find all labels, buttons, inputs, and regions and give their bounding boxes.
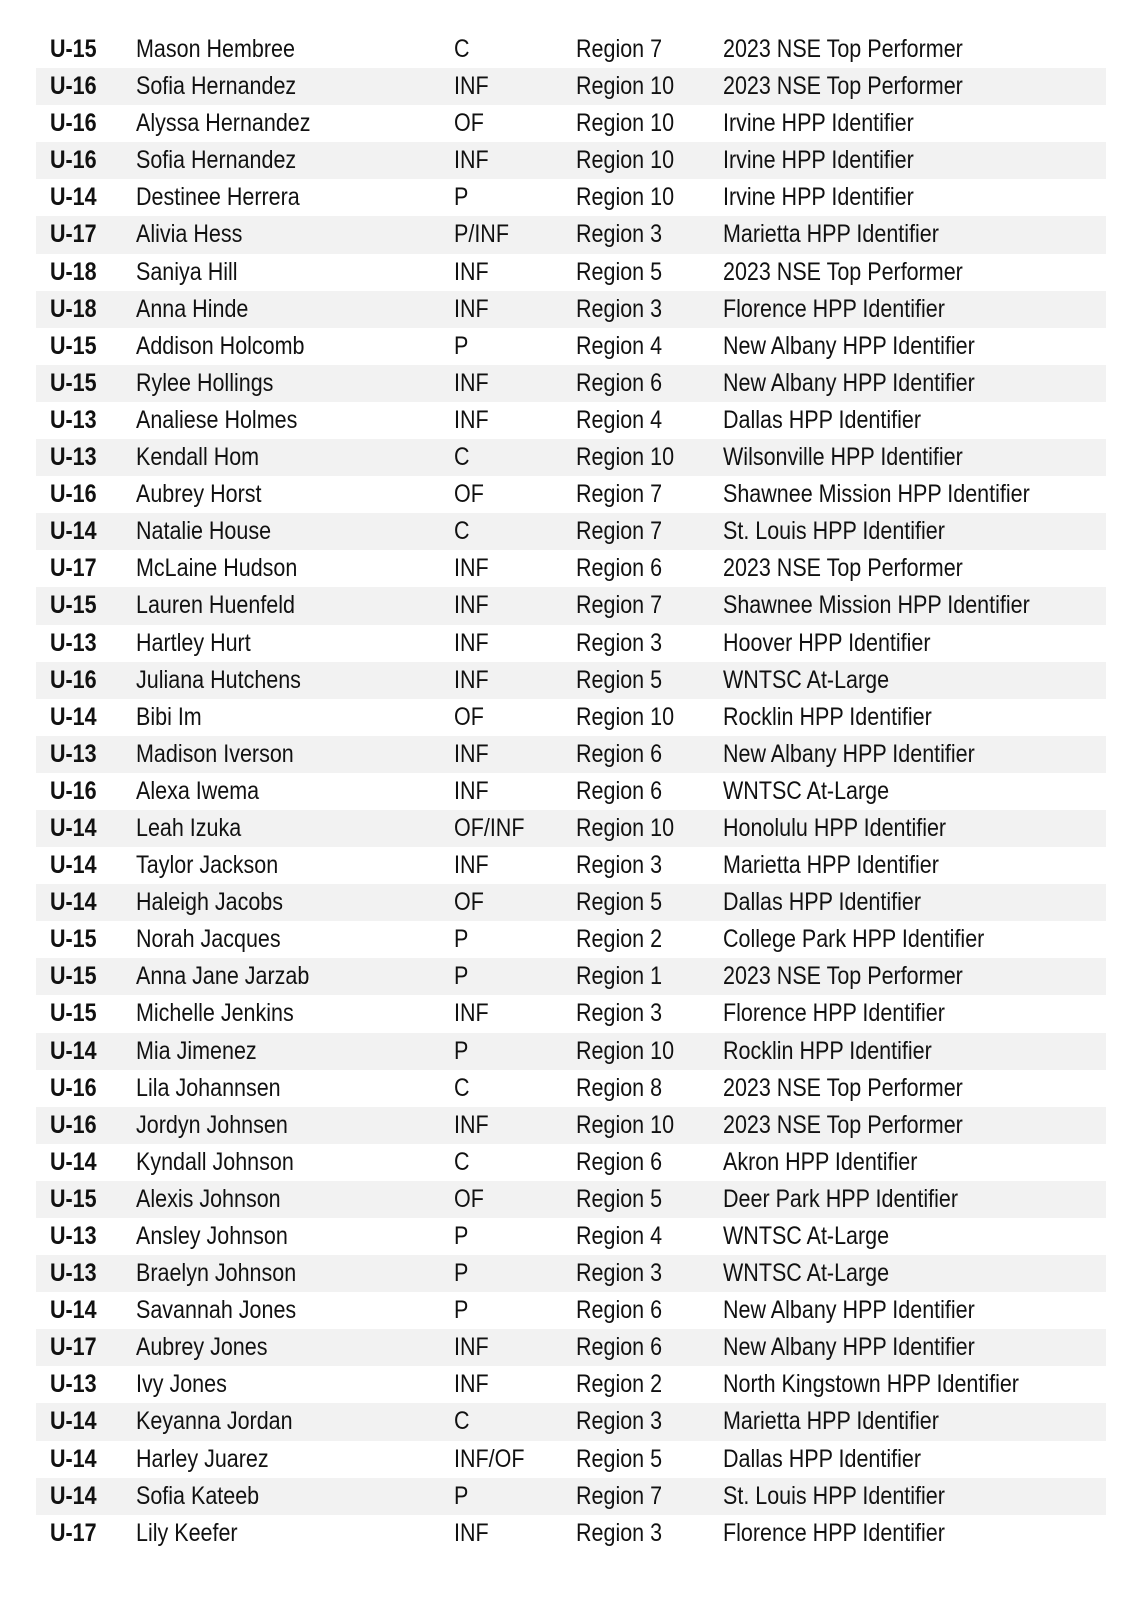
position-cell: OF — [454, 109, 484, 138]
table-row — [36, 328, 1106, 365]
age-cell: U-14 — [50, 851, 97, 880]
player-name-cell: Braelyn Johnson — [136, 1259, 297, 1288]
table-row — [36, 1366, 1106, 1403]
table-row — [36, 402, 1106, 439]
age-cell: U-14 — [50, 702, 97, 731]
region-cell: Region 4 — [576, 1222, 663, 1250]
region-cell: Region 5 — [576, 257, 663, 286]
event-cell: 2023 NSE Top Performer — [723, 35, 963, 63]
age-cell: U-14 — [50, 1296, 97, 1325]
table-row — [36, 1441, 1106, 1478]
player-name-cell: Lily Keefer — [136, 1518, 238, 1547]
position-cell: C — [454, 517, 470, 546]
age-cell: U-16 — [50, 776, 97, 805]
table-row — [36, 142, 1106, 179]
player-name-cell: Hartley Hurt — [136, 628, 251, 657]
age-cell: U-15 — [50, 35, 97, 63]
age-cell: U-16 — [50, 1073, 97, 1102]
region-cell: Region 3 — [576, 851, 663, 880]
player-name-cell: Bibi Im — [136, 702, 202, 731]
player-name-cell: Ansley Johnson — [136, 1222, 288, 1250]
event-cell: Irvine HPP Identifier — [723, 183, 914, 212]
position-cell: P — [454, 1296, 469, 1325]
age-cell: U-14 — [50, 1407, 97, 1436]
event-cell: Rocklin HPP Identifier — [723, 702, 932, 731]
table-row — [36, 476, 1106, 513]
player-name-cell: Ivy Jones — [136, 1370, 227, 1399]
region-cell: Region 8 — [576, 1073, 663, 1102]
position-cell: P/INF — [454, 220, 509, 249]
player-name-cell: Haleigh Jacobs — [136, 888, 284, 917]
event-cell: Marietta HPP Identifier — [723, 1407, 939, 1436]
table-row — [36, 1070, 1106, 1107]
age-cell: U-13 — [50, 443, 97, 472]
region-cell: Region 5 — [576, 888, 663, 917]
position-cell: P — [454, 331, 469, 360]
region-cell: Region 10 — [576, 146, 675, 175]
player-name-cell: Harley Juarez — [136, 1444, 269, 1473]
table-row — [36, 1033, 1106, 1070]
position-cell: C — [454, 1407, 470, 1436]
event-cell: Florence HPP Identifier — [723, 1518, 945, 1547]
event-cell: Irvine HPP Identifier — [723, 109, 914, 138]
position-cell: C — [454, 443, 470, 472]
position-cell: INF — [454, 554, 489, 583]
table-row — [36, 1403, 1106, 1440]
table-row — [36, 1292, 1106, 1329]
position-cell: P — [454, 1481, 469, 1510]
event-cell: North Kingstown HPP Identifier — [723, 1370, 1019, 1399]
age-cell: U-16 — [50, 480, 97, 509]
event-cell: Rocklin HPP Identifier — [723, 1036, 932, 1065]
table-row — [36, 773, 1106, 810]
position-cell: INF — [454, 146, 489, 175]
table-row — [36, 254, 1106, 291]
region-cell: Region 7 — [576, 517, 663, 546]
player-name-cell: Sofia Kateeb — [136, 1481, 260, 1510]
age-cell: U-14 — [50, 1036, 97, 1065]
age-cell: U-13 — [50, 405, 97, 434]
table-row — [36, 662, 1106, 699]
player-name-cell: Mason Hembree — [136, 35, 295, 63]
table-row — [36, 105, 1106, 142]
region-cell: Region 6 — [576, 368, 663, 397]
age-cell: U-14 — [50, 888, 97, 917]
age-cell: U-14 — [50, 517, 97, 546]
table-row — [36, 810, 1106, 847]
event-cell: St. Louis HPP Identifier — [723, 1481, 945, 1510]
age-cell: U-15 — [50, 591, 97, 620]
event-cell: WNTSC At-Large — [723, 776, 890, 805]
age-cell: U-14 — [50, 1147, 97, 1176]
region-cell: Region 3 — [576, 1259, 663, 1288]
region-cell: Region 3 — [576, 294, 663, 323]
age-cell: U-16 — [50, 1110, 97, 1139]
player-name-cell: McLaine Hudson — [136, 554, 298, 583]
table-row — [36, 1255, 1106, 1292]
table-row — [36, 1107, 1106, 1144]
position-cell: OF/INF — [454, 813, 525, 842]
position-cell: INF — [454, 257, 489, 286]
position-cell: P — [454, 1036, 469, 1065]
player-name-cell: Analiese Holmes — [136, 405, 298, 434]
position-cell: OF — [454, 480, 484, 509]
event-cell: St. Louis HPP Identifier — [723, 517, 945, 546]
position-cell: INF — [454, 851, 489, 880]
player-name-cell: Savannah Jones — [136, 1296, 297, 1325]
event-cell: Marietta HPP Identifier — [723, 851, 939, 880]
player-name-cell: Alexis Johnson — [136, 1184, 281, 1213]
player-name-cell: Aubrey Jones — [136, 1333, 268, 1362]
event-cell: Dallas HPP Identifier — [723, 888, 921, 917]
position-cell: INF — [454, 776, 489, 805]
region-cell: Region 7 — [576, 35, 663, 63]
region-cell: Region 7 — [576, 1481, 663, 1510]
position-cell: C — [454, 35, 470, 63]
region-cell: Region 10 — [576, 702, 675, 731]
region-cell: Region 3 — [576, 999, 663, 1028]
event-cell: New Albany HPP Identifier — [723, 739, 975, 768]
event-cell: Dallas HPP Identifier — [723, 405, 921, 434]
age-cell: U-16 — [50, 72, 97, 101]
region-cell: Region 4 — [576, 331, 663, 360]
age-cell: U-13 — [50, 628, 97, 657]
player-name-cell: Kendall Hom — [136, 443, 260, 472]
player-name-cell: Lila Johannsen — [136, 1073, 281, 1102]
table-row — [36, 995, 1106, 1032]
table-row — [36, 958, 1106, 995]
table-row — [36, 179, 1106, 216]
event-cell: 2023 NSE Top Performer — [723, 554, 963, 583]
event-cell: Florence HPP Identifier — [723, 999, 945, 1028]
player-name-cell: Sofia Hernandez — [136, 72, 297, 101]
table-row — [36, 1218, 1106, 1255]
player-name-cell: Taylor Jackson — [136, 851, 279, 880]
player-name-cell: Destinee Herrera — [136, 183, 300, 212]
age-cell: U-15 — [50, 962, 97, 991]
player-name-cell: Saniya Hill — [136, 257, 238, 286]
region-cell: Region 5 — [576, 665, 663, 694]
player-name-cell: Aubrey Horst — [136, 480, 262, 509]
event-cell: Hoover HPP Identifier — [723, 628, 931, 657]
region-cell: Region 2 — [576, 1370, 663, 1399]
event-cell: 2023 NSE Top Performer — [723, 1110, 963, 1139]
age-cell: U-15 — [50, 368, 97, 397]
player-name-cell: Jordyn Johnsen — [136, 1110, 288, 1139]
event-cell: Irvine HPP Identifier — [723, 146, 914, 175]
region-cell: Region 6 — [576, 739, 663, 768]
player-name-cell: Alivia Hess — [136, 220, 243, 249]
table-row — [36, 291, 1106, 328]
region-cell: Region 10 — [576, 1036, 675, 1065]
position-cell: INF — [454, 628, 489, 657]
table-row — [36, 1181, 1106, 1218]
player-name-cell: Norah Jacques — [136, 925, 281, 954]
position-cell: INF — [454, 294, 489, 323]
player-name-cell: Mia Jimenez — [136, 1036, 257, 1065]
table-row — [36, 439, 1106, 476]
position-cell: INF — [454, 72, 489, 101]
region-cell: Region 10 — [576, 109, 675, 138]
age-cell: U-18 — [50, 257, 97, 286]
region-cell: Region 6 — [576, 1333, 663, 1362]
region-cell: Region 3 — [576, 628, 663, 657]
position-cell: INF — [454, 591, 489, 620]
position-cell: OF — [454, 702, 484, 731]
region-cell: Region 4 — [576, 405, 663, 434]
position-cell: P — [454, 962, 469, 991]
position-cell: OF — [454, 1184, 484, 1213]
region-cell: Region 6 — [576, 1147, 663, 1176]
table-row — [36, 587, 1106, 624]
table-row — [36, 1329, 1106, 1366]
table-row — [36, 847, 1106, 884]
position-cell: INF — [454, 1370, 489, 1399]
player-name-cell: Madison Iverson — [136, 739, 294, 768]
table-row — [36, 736, 1106, 773]
table-row — [36, 1515, 1106, 1552]
region-cell: Region 6 — [576, 776, 663, 805]
age-cell: U-17 — [50, 1333, 97, 1362]
age-cell: U-16 — [50, 665, 97, 694]
age-cell: U-14 — [50, 1444, 97, 1473]
event-cell: 2023 NSE Top Performer — [723, 1073, 963, 1102]
age-cell: U-13 — [50, 1222, 97, 1250]
player-name-cell: Alexa Iwema — [136, 776, 260, 805]
player-name-cell: Lauren Huenfeld — [136, 591, 295, 620]
player-name-cell: Sofia Hernandez — [136, 146, 297, 175]
table-row — [36, 550, 1106, 587]
player-name-cell: Rylee Hollings — [136, 368, 274, 397]
event-cell: Akron HPP Identifier — [723, 1147, 918, 1176]
event-cell: New Albany HPP Identifier — [723, 368, 975, 397]
position-cell: INF — [454, 999, 489, 1028]
event-cell: Florence HPP Identifier — [723, 294, 945, 323]
position-cell: INF — [454, 739, 489, 768]
age-cell: U-14 — [50, 183, 97, 212]
age-cell: U-18 — [50, 294, 97, 323]
region-cell: Region 6 — [576, 554, 663, 583]
age-cell: U-16 — [50, 109, 97, 138]
age-cell: U-15 — [50, 1184, 97, 1213]
event-cell: Honolulu HPP Identifier — [723, 813, 947, 842]
event-cell: 2023 NSE Top Performer — [723, 962, 963, 991]
event-cell: WNTSC At-Large — [723, 1222, 890, 1250]
roster-table — [36, 31, 1106, 1552]
event-cell: WNTSC At-Large — [723, 665, 890, 694]
age-cell: U-13 — [50, 1370, 97, 1399]
table-row — [36, 513, 1106, 550]
region-cell: Region 10 — [576, 813, 675, 842]
region-cell: Region 1 — [576, 962, 663, 991]
player-name-cell: Anna Hinde — [136, 294, 249, 323]
position-cell: P — [454, 1259, 469, 1288]
age-cell: U-13 — [50, 1259, 97, 1288]
table-row — [36, 216, 1106, 253]
event-cell: 2023 NSE Top Performer — [723, 72, 963, 101]
table-row — [36, 921, 1106, 958]
position-cell: P — [454, 925, 469, 954]
event-cell: Dallas HPP Identifier — [723, 1444, 921, 1473]
age-cell: U-13 — [50, 739, 97, 768]
position-cell: P — [454, 183, 469, 212]
region-cell: Region 7 — [576, 591, 663, 620]
age-cell: U-14 — [50, 1481, 97, 1510]
position-cell: INF — [454, 1110, 489, 1139]
region-cell: Region 5 — [576, 1444, 663, 1473]
region-cell: Region 3 — [576, 1407, 663, 1436]
position-cell: INF — [454, 405, 489, 434]
player-name-cell: Anna Jane Jarzab — [136, 962, 310, 991]
age-cell: U-15 — [50, 331, 97, 360]
region-cell: Region 5 — [576, 1184, 663, 1213]
age-cell: U-15 — [50, 999, 97, 1028]
age-cell: U-17 — [50, 554, 97, 583]
event-cell: College Park HPP Identifier — [723, 925, 985, 954]
age-cell: U-17 — [50, 220, 97, 249]
event-cell: New Albany HPP Identifier — [723, 1333, 975, 1362]
player-name-cell: Juliana Hutchens — [136, 665, 301, 694]
player-name-cell: Alyssa Hernandez — [136, 109, 311, 138]
table-row — [36, 1478, 1106, 1515]
position-cell: P — [454, 1222, 469, 1250]
region-cell: Region 7 — [576, 480, 663, 509]
event-cell: WNTSC At-Large — [723, 1259, 890, 1288]
player-name-cell: Natalie House — [136, 517, 272, 546]
player-name-cell: Keyanna Jordan — [136, 1407, 293, 1436]
event-cell: Wilsonville HPP Identifier — [723, 443, 963, 472]
region-cell: Region 10 — [576, 72, 675, 101]
region-cell: Region 10 — [576, 183, 675, 212]
position-cell: OF — [454, 888, 484, 917]
position-cell: INF/OF — [454, 1444, 525, 1473]
region-cell: Region 2 — [576, 925, 663, 954]
event-cell: Shawnee Mission HPP Identifier — [723, 591, 1030, 620]
table-row — [36, 884, 1106, 921]
event-cell: Shawnee Mission HPP Identifier — [723, 480, 1030, 509]
age-cell: U-14 — [50, 813, 97, 842]
player-name-cell: Addison Holcomb — [136, 331, 305, 360]
table-row — [36, 31, 1106, 68]
table-row — [36, 625, 1106, 662]
region-cell: Region 3 — [576, 1518, 663, 1547]
position-cell: C — [454, 1147, 470, 1176]
event-cell: New Albany HPP Identifier — [723, 1296, 975, 1325]
event-cell: 2023 NSE Top Performer — [723, 257, 963, 286]
position-cell: INF — [454, 665, 489, 694]
player-name-cell: Leah Izuka — [136, 813, 242, 842]
region-cell: Region 10 — [576, 443, 675, 472]
table-row — [36, 365, 1106, 402]
position-cell: C — [454, 1073, 470, 1102]
player-name-cell: Kyndall Johnson — [136, 1147, 294, 1176]
position-cell: INF — [454, 368, 489, 397]
region-cell: Region 3 — [576, 220, 663, 249]
player-name-cell: Michelle Jenkins — [136, 999, 294, 1028]
table-row — [36, 68, 1106, 105]
position-cell: INF — [454, 1333, 489, 1362]
region-cell: Region 6 — [576, 1296, 663, 1325]
event-cell: Marietta HPP Identifier — [723, 220, 939, 249]
age-cell: U-17 — [50, 1518, 97, 1547]
table-row — [36, 1144, 1106, 1181]
table-row — [36, 699, 1106, 736]
event-cell: New Albany HPP Identifier — [723, 331, 975, 360]
age-cell: U-15 — [50, 925, 97, 954]
age-cell: U-16 — [50, 146, 97, 175]
event-cell: Deer Park HPP Identifier — [723, 1184, 959, 1213]
position-cell: INF — [454, 1518, 489, 1547]
region-cell: Region 10 — [576, 1110, 675, 1139]
